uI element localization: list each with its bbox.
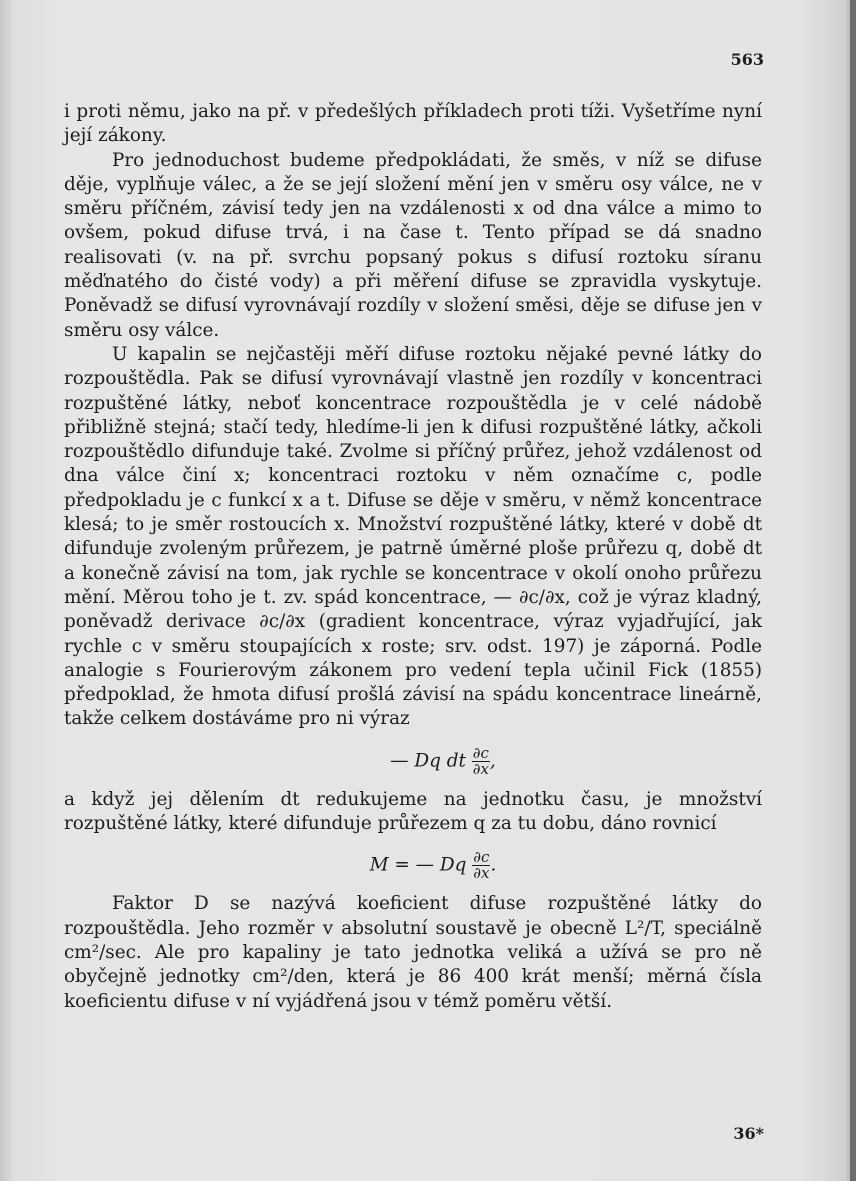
formula-flux-denominator: ∂x [472,759,489,778]
formula-mass-fraction [472,850,490,881]
formula-mass-denominator: ∂x [473,864,490,883]
formula-mass [64,848,762,883]
formula-mass-prefix: M = — Dq [369,854,467,876]
paragraph-4: Faktor D se nazývá koeficient difuse rozpuštěné látky do rozpouštědla. Jeho rozměr v absolutní soustavě je obecně L²/T, speciálně cm²/sec. Ale pro kapaliny je tato jednotka veliká a užívá se pro ně obyčejně jednotky cm²/den, která je 86 400 krát menší; měrná čísla koeficientu difuse v ní vyjádřená jsou v témž poměru větší. [64,893,762,1012]
page-edge-shadow [850,0,856,1181]
formula-flux-fraction [472,743,490,778]
paragraph-2: U kapalin se nejčastěji měří difuse roztoku nějaké pevné látky do rozpouštědla. Pak se difusí vyrovnávají vlastně jen rozdíly v koncentraci rozpuštěné látky, neboť koncentrace rozpouštědla je v celé nádobě přibližně stejná; stačí tedy, hledíme-li jen k difusi rozpuštěné látky, ačkoli rozpouštědlo difunduje také. Zvolme si příčný průřez, jehož vzdálenost od dna válce činí x; koncentraci roztoku v něm označíme c, podle předpokladu je c funkcí x a t. Difuse se děje v směru, v němž koncentrace klesá; to je směr rostoucích x. Množství rozpuštěné látky, které v době dt difunduje zvoleným průřezem, je patrně úměrné ploše průřezu q, době dt a konečně závisí na tom, jak rychle se koncentrace v okolí onoho průřezu mění. Měrou toho je t. zv. spád koncentrace, — ∂c/∂x, což je výraz kladný, poněvadž derivace ∂c/∂x (gradient koncentrace, výraz vyjadřující, jak rychle c v směru stoupajících x roste; srv. odst. 197) je záporná. Podle analogie s Fourierovým zákonem pro vedení tepla učinil Fick (1855) předpoklad, že hmota difusí prošlá závisí na spádu koncentrace lineárně, takže celkem dostáváme pro ni výraz [64,343,762,730]
page-number: 563 [730,50,764,69]
formula-mass-numerator: ∂c [473,848,490,867]
paragraph-3: a když jej dělením dt redukujeme na jednotku času, je množství rozpuštěné látky, které difunduje průřezem q za tu dobu, dáno rovnicí [64,788,762,835]
formula-flux-prefix: — Dq dt [390,750,466,772]
paragraph-0: i proti němu, jako na př. v předešlých příkladech proti tíži. Vyšetříme nyní její zákony. [64,101,762,147]
paragraph-1: Pro jednoduchost budeme předpokládati, že směs, v níž se difuse děje, vyplňuje válec, a že se její složení mění jen v směru osy válce, ne v směru příčném, závisí tedy jen na vzdálenosti x od dna válce a mimo to ovšem, pokud difuse trvá, i na čase t. Tento případ se dá snadno realisovati (v. na př. svrchu popsaný pokus s difusí roztoku síranu měďnatého do čisté vody) a při měření difuse se zpravidla vyskytuje. Poněvadž se difusí vyrovnávají rozdíly v složení směsi, děje se difuse jen v směru osy válce. [64,149,762,341]
printer-signature: 36* [733,1124,764,1143]
formula-flux-suffix: , [489,750,496,772]
formula-flux [64,743,762,778]
formula-flux-numerator: ∂c [472,743,489,762]
formula-mass-suffix: . [490,854,497,876]
body-text [64,100,762,1014]
